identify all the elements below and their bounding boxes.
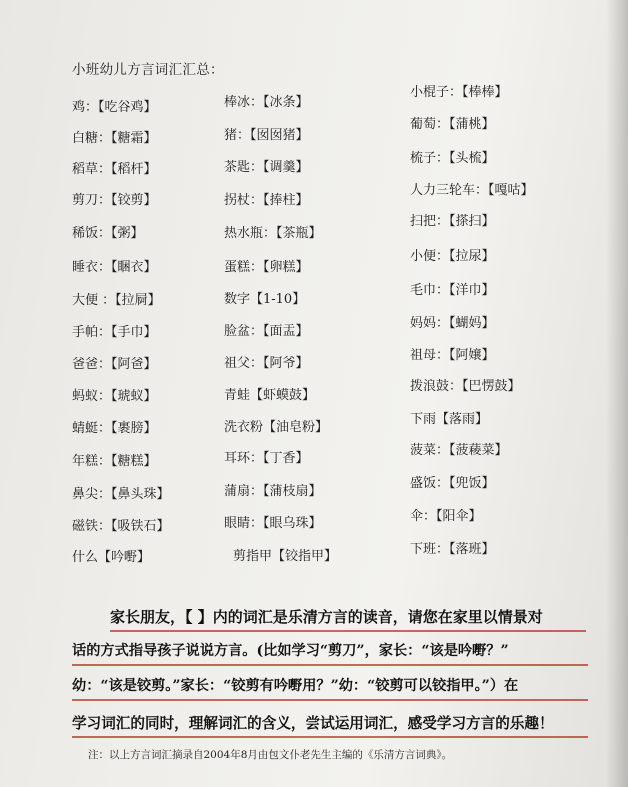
vocab-entry: 鼻尖：【鼻头珠】 [72,487,170,502]
vocab-entry: 剪指甲【铰指甲】 [233,549,338,564]
notice-line: 学习词汇的同时，理解词汇的含义，尝试运用词汇，感受学习方言的乐趣！ [72,715,554,732]
notice-line: 家长朋友，【 】内的词汇是乐清方言的读音，请您在家里以情景对 [110,608,543,626]
vocab-entry: 小棍子：【棒棒】 [410,85,508,100]
vocab-entry: 年糕：【糖糕】 [72,454,157,469]
source-note: 注：以上方言词汇摘录自2004年8月由包文仆老先生主编的《乐清方言词典》。 [88,749,453,761]
vocab-entry: 鸡：【吃谷鸡】 [72,100,157,115]
vocab-entry: 眼睛：【眼乌珠】 [224,516,322,531]
vocab-entry: 伞：【阳伞】 [410,509,482,524]
vocab-entry: 妈妈：【蝴妈】 [410,316,495,331]
vocab-entry: 大便 ：【拉屙】 [72,293,161,308]
vocab-entry: 洗衣粉【油皂粉】 [224,420,329,435]
vocab-entry: 蒲扇：【蒲枝扇】 [224,484,322,499]
vocab-entry: 祖母：【阿嬢】 [410,348,495,363]
vocab-entry: 猪：【囡囡猪】 [224,128,309,143]
vocab-entry: 扫把：【搽扫】 [410,214,495,229]
vocab-entry: 磁铁：【吸铁石】 [72,519,170,534]
vocab-entry: 爸爸：【阿爸】 [72,357,157,372]
vocab-entry: 耳环：【丁香】 [224,451,309,466]
vocab-entry: 下班：【落班】 [410,542,495,557]
vocab-entry: 盛饭：【兜饭】 [410,476,495,491]
vocab-entry: 菠菜：【菠薐菜】 [410,443,508,458]
vocab-entry: 棒冰：【冰条】 [224,95,309,110]
vocab-entry: 蚂蚁：【琥蚁】 [72,389,157,404]
vocab-entry: 热水瓶：【茶瓶】 [224,226,322,241]
vocab-entry: 拨浪鼓：【巴愣鼓】 [410,379,521,394]
vocab-entry: 脸盆：【面盂】 [224,324,309,339]
vocab-entry: 稀饭：【粥】 [72,226,144,241]
underline [72,664,588,666]
notice-line: 幼：“该是铰剪。”家长：“铰剪有吟嘢用？”幼：“铰剪可以铰指甲。”）在 [72,678,519,694]
vocab-entry: 稻草：【稻杆】 [72,162,157,177]
vocab-entry: 拐杖：【捧柱】 [224,193,309,208]
underline [72,736,588,738]
vocab-entry: 祖父：【阿爷】 [224,356,309,371]
vocab-entry: 葡萄：【蒲桃】 [410,117,495,132]
vocab-entry: 梳子：【头梳】 [410,151,495,166]
vocab-entry: 剪刀：【铰剪】 [72,193,157,208]
vocab-entry: 蜻蜓：【裹膀】 [72,421,157,436]
vocab-entry: 小便：【拉尿】 [410,249,495,264]
vocab-entry: 青蛙【虾蟆鼓】 [224,388,316,403]
underline [72,699,588,701]
vocab-entry: 数字【1-10】 [224,292,306,307]
vocab-entry: 毛巾：【洋巾】 [410,283,495,298]
vocab-entry: 蛋糕：【卵糕】 [224,260,309,275]
vocab-entry: 下雨【落雨】 [410,412,489,427]
vocab-entry: 人力三轮车：【嘎咕】 [410,183,534,198]
vocab-entry: 什么【吟嘢】 [72,550,151,565]
vocab-entry: 睡衣：【睏衣】 [72,260,157,275]
vocab-entry: 白糖：【糖霜】 [72,131,157,146]
page-title: 小班幼儿方言词汇汇总： [72,62,224,78]
vocab-entry: 手帕：【手巾】 [72,325,157,340]
vocab-entry: 茶匙：【调羹】 [224,160,309,175]
underline [110,630,586,632]
notice-line: 话的方式指导孩子说说方言。(比如学习“剪刀”，家长：“该是吟嘢？” [72,643,509,659]
